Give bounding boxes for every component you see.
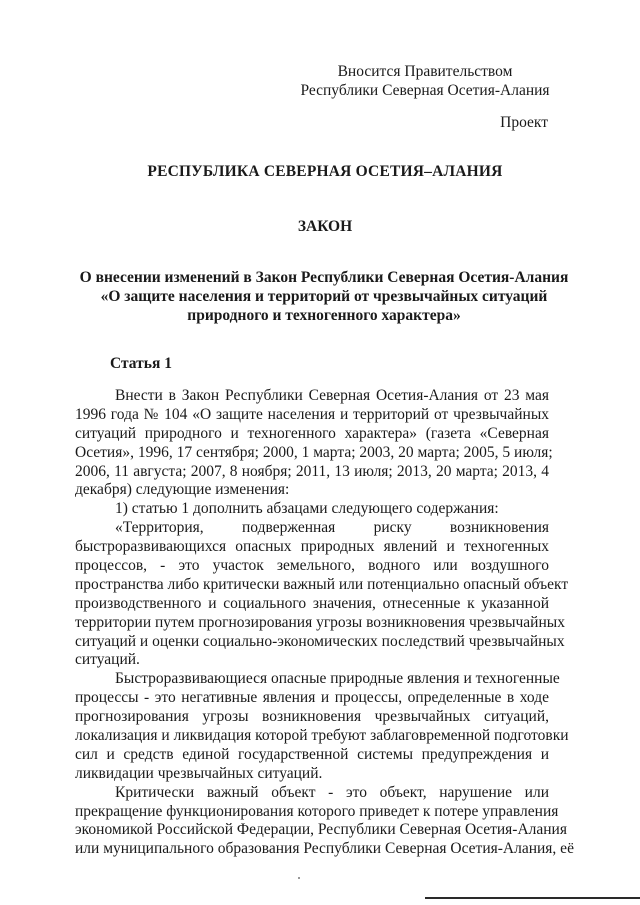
body-line: сил и средств единой государственной системы предупреждения и xyxy=(75,745,549,763)
body-line: пространства либо критически важный или потенциально опасный объект xyxy=(75,575,569,593)
body-line: быстроразвивающихся опасных природных явлений и техногенных xyxy=(75,538,549,556)
body-line: прекращение функционирования которого приведет к потере управления xyxy=(75,802,559,820)
body-line: или муниципального образования Республики Северная Осетия-Алания, её xyxy=(75,840,574,858)
footer-rule xyxy=(425,897,640,899)
body-line: 1996 года № 104 «О защите населения и территорий от чрезвычайных xyxy=(75,405,549,423)
body-line: Быстроразвивающиеся опасные природные явления и техногенные xyxy=(115,670,560,688)
draft-status: Проект xyxy=(500,114,548,131)
law-heading: ЗАКОН xyxy=(297,218,353,235)
body-line: процессы - это негативные явления и процессы, определенные в ходе xyxy=(75,689,549,707)
body-line: декабря) следующие изменения: xyxy=(75,481,290,499)
body-line: локализация и ликвидация которой требуют заблаговременной подготовки xyxy=(75,727,569,745)
body-line: 1) статью 1 дополнить абзацами следующего содержания: xyxy=(115,500,499,518)
law-title xyxy=(70,268,578,325)
body-line: территории путем прогнозирования угрозы возникновения чрезвычайных xyxy=(75,613,565,631)
body-line: экономикой Российской Федерации, Республики Северная Осетия-Алания xyxy=(75,821,567,839)
law-title-line: природного и техногенного характера» xyxy=(187,307,461,324)
body-line: прогнозирования угрозы возникновения чрезвычайных ситуаций, xyxy=(75,708,549,726)
body-line: Внести в Закон Республики Северная Осетия-Алания от 23 мая xyxy=(115,387,549,404)
body-line: ликвидации чрезвычайных ситуаций. xyxy=(75,764,323,782)
article-heading: Статья 1 xyxy=(110,355,172,372)
submitter-line-2: Республики Северная Осетия-Алания xyxy=(300,82,550,99)
law-title-line: О внесении изменений в Закон Республики Северная Осетия-Алания xyxy=(79,269,569,286)
body-line: ситуаций природного и техногенного характера» (газета «Северная xyxy=(75,424,549,442)
submitter-block xyxy=(300,62,550,100)
body-line: Критически важный объект - это объект, нарушение или xyxy=(115,783,549,801)
submitter-line-1: Вносится Правительством xyxy=(337,63,513,80)
body-line: производственного и социального значения, отнесенные к указанной xyxy=(75,594,549,612)
body-line: процессов, - это участок земельного, водного или воздушного xyxy=(75,557,549,575)
body-line: ситуаций и оценки социально-экономических последствий чрезвычайных xyxy=(75,632,565,650)
republic-heading: РЕСПУБЛИКА СЕВЕРНАЯ ОСЕТИЯ–АЛАНИЯ xyxy=(147,163,503,180)
scan-speck xyxy=(298,877,300,879)
body-line: Осетия», 1996, 17 сентября; 2000, 1 марта; 2003, 20 марта; 2005, 5 июля; xyxy=(75,443,553,461)
body-line: ситуаций. xyxy=(75,651,140,669)
body-line: 2006, 11 августа; 2007, 8 ноября; 2011, 13 июля; 2013, 20 марта; 2013, 4 xyxy=(75,462,549,480)
article-body xyxy=(75,387,574,859)
law-title-line: «О защите населения и территорий от чрезвычайных ситуаций xyxy=(100,288,548,305)
body-line: «Территория, подверженная риску возникновения xyxy=(115,519,549,537)
